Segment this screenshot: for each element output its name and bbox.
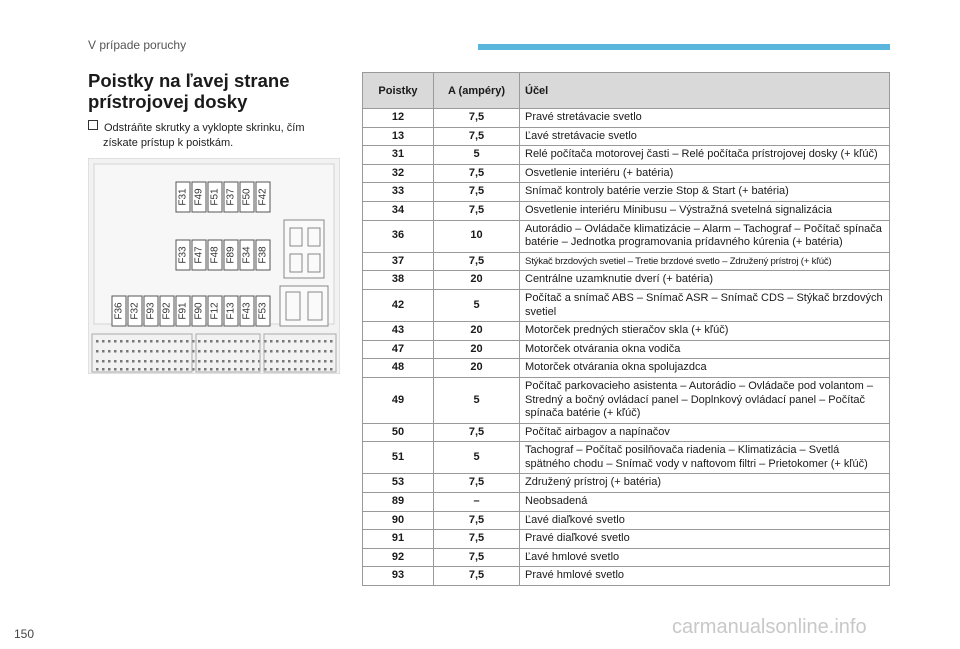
connector-pin [180,350,183,353]
table-row [363,252,890,271]
connector-pin [102,350,105,353]
connector-pin [252,340,255,343]
connector-pin [240,360,243,363]
connector-pin [162,340,165,343]
purpose-cell: Autorádio – Ovládače klimatizácie – Alarm – Tachograf – Počítač spínača batérie – Jednotka programovania prídavného kúrenia (+ batéria) [520,220,890,252]
fuse-number-cell: 92 [363,548,434,567]
amperage-cell: 7,5 [434,183,520,202]
connector-pin [120,350,123,353]
connector-pin [168,368,171,371]
amperage-cell: 10 [434,220,520,252]
connector-pin [300,350,303,353]
connector-pin [216,368,219,371]
connector-pin [246,350,249,353]
connector-pin [132,350,135,353]
table-row [363,423,890,442]
connector-pin [138,350,141,353]
table-header-row [363,73,890,109]
connector-pin [300,340,303,343]
chapter-title: V prípade poruchy [88,38,187,52]
table-row [363,146,890,165]
checkbox-bullet-icon [88,120,98,130]
connector-pin [180,340,183,343]
connector-pin [252,368,255,371]
connector-pin [204,368,207,371]
amperage-cell: 5 [434,377,520,423]
connector-pin [144,360,147,363]
connector-pin [324,368,327,371]
connector-pin [150,360,153,363]
fuse-label: F36 [113,302,125,320]
connector-pin [198,340,201,343]
connector-pin [108,368,111,371]
connector-pin [294,350,297,353]
connector-pin [120,368,123,371]
connector-pin [186,360,189,363]
section-title-line1: Poistky na ľavej strane [88,70,290,91]
purpose-cell: Združený prístroj (+ batéria) [520,474,890,493]
fuse-number-cell: 93 [363,567,434,586]
connector-pin [300,368,303,371]
fuse-number-cell: 49 [363,377,434,423]
connector-pin [234,340,237,343]
connector-pin [198,360,201,363]
connector-pin [198,350,201,353]
purpose-cell: Počítač airbagov a napínačov [520,423,890,442]
fusebox-diagram [88,158,340,374]
fuse-label: F31 [177,188,189,206]
amperage-cell: 7,5 [434,548,520,567]
table-row [363,127,890,146]
fuse-label: F47 [193,246,205,264]
connector-pin [144,368,147,371]
amperage-cell: 7,5 [434,423,520,442]
connector-pin [126,360,129,363]
connector-pin [102,368,105,371]
connector-pin [204,340,207,343]
connector-pin [300,360,303,363]
connector-pin [210,350,213,353]
connector-pin [294,360,297,363]
connector-pin [216,350,219,353]
connector-pin [318,360,321,363]
connector-pin [204,350,207,353]
connector-pin [114,360,117,363]
connector-pin [222,340,225,343]
amperage-cell: 5 [434,442,520,474]
purpose-cell: Tachograf – Počítač posilňovača riadenia – Klimatizácia – Svetlá spätného chodu – Snímač vody v naftovom filtri – Prietokomer (+ kľúč) [520,442,890,474]
fuse-label: F48 [209,246,221,264]
fuse-label: F51 [209,188,221,206]
connector-pin [180,368,183,371]
connector-pin [138,340,141,343]
connector-pin [270,340,273,343]
connector-pin [276,340,279,343]
fuse-number-cell: 38 [363,271,434,290]
fuse-label: F49 [193,188,205,206]
connector-pin [210,360,213,363]
connector-pin [186,368,189,371]
connector-pin [108,340,111,343]
connector-pin [144,340,147,343]
fuse-number-cell: 37 [363,252,434,271]
connector-pin [204,360,207,363]
table-row [363,201,890,220]
connector-pin [282,360,285,363]
connector-pin [312,368,315,371]
connector-pin [288,340,291,343]
amperage-cell: 7,5 [434,201,520,220]
section-title-line2: prístrojovej dosky [88,91,248,112]
connector-pin [294,368,297,371]
purpose-cell: Motorček predných stieračov skla (+ kľúč) [520,322,890,341]
purpose-cell: Pravé stretávacie svetlo [520,109,890,128]
connector-pin [180,360,183,363]
connector-pin [210,368,213,371]
fuse-label: F37 [225,188,237,206]
table-row [363,164,890,183]
fuse-label: F13 [225,302,237,320]
connector-pin [174,368,177,371]
table-row [363,289,890,321]
connector-pin [276,368,279,371]
amperage-cell: 7,5 [434,127,520,146]
connector-pin [102,340,105,343]
purpose-cell: Centrálne uzamknutie dverí (+ batéria) [520,271,890,290]
fuse-table [362,72,890,586]
connector-pin [324,360,327,363]
connector-pin [216,360,219,363]
connector-pin [228,350,231,353]
connector-pin [120,340,123,343]
connector-pin [144,350,147,353]
connector-pin [318,340,321,343]
purpose-cell: Pravé hmlové svetlo [520,567,890,586]
connector-pin [306,340,309,343]
connector-pin [210,340,213,343]
table-row [363,220,890,252]
fuse-number-cell: 48 [363,359,434,378]
connector-pin [312,340,315,343]
column-header-amperes: A (ampéry) [434,73,520,109]
connector-pin [102,360,105,363]
connector-pin [174,360,177,363]
connector-pin [330,368,333,371]
connector-pin [246,368,249,371]
connector-pin [156,368,159,371]
connector-pin [186,350,189,353]
connector-pin [252,360,255,363]
connector-pin [270,368,273,371]
table-row [363,493,890,512]
table-row [363,271,890,290]
connector-pin [276,350,279,353]
fuse-number-cell: 53 [363,474,434,493]
amperage-cell: 7,5 [434,109,520,128]
header-accent-bar [478,44,890,50]
amperage-cell: 5 [434,146,520,165]
table-row [363,530,890,549]
connector-pin [330,340,333,343]
connector-pin [234,368,237,371]
fuse-number-cell: 13 [363,127,434,146]
connector-pin [234,350,237,353]
connector-pin [156,340,159,343]
purpose-cell: Ľavé hmlové svetlo [520,548,890,567]
fuse-number-cell: 89 [363,493,434,512]
amperage-cell: 5 [434,289,520,321]
connector-pin [312,350,315,353]
fuse-label: F90 [193,302,205,320]
fuse-label: F89 [225,246,237,264]
page-number: 150 [14,627,35,641]
amperage-cell: 7,5 [434,530,520,549]
fuse-number-cell: 36 [363,220,434,252]
fuse-number-cell: 43 [363,322,434,341]
fuse-number-cell: 12 [363,109,434,128]
relay-slots [280,220,328,326]
connector-pin [252,350,255,353]
fuse-number-cell: 91 [363,530,434,549]
connector-pin [120,360,123,363]
fuse-number-cell: 47 [363,340,434,359]
amperage-cell: – [434,493,520,512]
connector-pin [174,340,177,343]
fuse-number-cell: 34 [363,201,434,220]
fuse-label: F12 [209,302,221,320]
connector-pin [294,340,297,343]
connector-pin [108,360,111,363]
connector-pin [108,350,111,353]
connector-pin [318,368,321,371]
connector-pin [156,350,159,353]
fuse-label: F91 [177,302,189,320]
connector-pin [282,368,285,371]
amperage-cell: 20 [434,340,520,359]
connector-pin [222,368,225,371]
table-row [363,183,890,202]
purpose-cell: Počítač parkovacieho asistenta – Autorádio – Ovládače pod volantom – Stredný a bočný ovládací panel – Doplnkový ovládací panel – Počítač spínača batérie (+ kľúč) [520,377,890,423]
table-row [363,322,890,341]
connector-pin [138,368,141,371]
purpose-cell: Neobsadená [520,493,890,512]
amperage-cell: 20 [434,322,520,341]
connector-pin [330,360,333,363]
instruction-line2: získate prístup k poistkám. [103,137,234,149]
purpose-cell: Osvetlenie interiéru Minibusu – Výstražná svetelná signalizácia [520,201,890,220]
connector-pin [288,368,291,371]
amperage-cell: 20 [434,359,520,378]
fuse-label: F50 [241,188,253,206]
table-row [363,548,890,567]
table-row [363,109,890,128]
fuse-number-cell: 32 [363,164,434,183]
fuse-label: F33 [177,246,189,264]
purpose-cell: Stýkač brzdových svetiel – Tretie brzdové svetlo – Združený prístroj (+ kľúč) [520,252,890,271]
section-title [88,70,350,112]
fuse-label: F93 [145,302,157,320]
connector-pin [150,350,153,353]
connector-pin [228,368,231,371]
connector-pin [330,350,333,353]
connector-pin [156,360,159,363]
watermark: carmanualsonline.info [672,616,867,638]
purpose-cell: Motorček otvárania okna spolujazdca [520,359,890,378]
connector-pin [306,350,309,353]
fuse-label: F42 [257,188,269,206]
connector-pin [114,368,117,371]
connector-pin [132,340,135,343]
connector-pin [96,360,99,363]
column-header-fuse: Poistky [363,73,434,109]
table-row [363,377,890,423]
table-row [363,567,890,586]
table-row [363,474,890,493]
fuse-number-cell: 90 [363,511,434,530]
connector-pin [270,350,273,353]
fuse-number-cell: 33 [363,183,434,202]
connector-pin [162,360,165,363]
purpose-cell: Relé počítača motorovej časti – Relé počítača prístrojovej dosky (+ kľúč) [520,146,890,165]
connector-pin [198,368,201,371]
connector-pin [162,350,165,353]
amperage-cell: 7,5 [434,164,520,183]
connector-pin [96,368,99,371]
connector-pin [96,340,99,343]
purpose-cell: Osvetlenie interiéru (+ batéria) [520,164,890,183]
connector-pin [126,350,129,353]
connector-pin [324,340,327,343]
connector-pin [150,340,153,343]
connector-pin [312,360,315,363]
connector-pin [324,350,327,353]
connector-pin [96,350,99,353]
table-row [363,340,890,359]
connector-pin [222,350,225,353]
table-row [363,511,890,530]
table-body [363,109,890,586]
connector-pin [186,340,189,343]
connector-pin [288,360,291,363]
amperage-cell: 7,5 [434,474,520,493]
connector-pin [138,360,141,363]
fuse-label: F34 [241,246,253,264]
connector-pin [216,340,219,343]
purpose-cell: Počítač a snímač ABS – Snímač ASR – Snímač CDS – Stýkač brzdových svetiel [520,289,890,321]
connector-pin [282,340,285,343]
purpose-cell: Ľavé diaľkové svetlo [520,511,890,530]
fuse-number-cell: 42 [363,289,434,321]
connector-pin [270,360,273,363]
connector-pin [114,340,117,343]
connector-pin [234,360,237,363]
column-header-purpose: Účel [520,73,890,109]
connector-pin [150,368,153,371]
connector-pin [168,350,171,353]
purpose-cell: Pravé diaľkové svetlo [520,530,890,549]
connector-pin [132,360,135,363]
fuse-number-cell: 51 [363,442,434,474]
instruction-line1: Odstráňte skrutky a vyklopte skrinku, čím [104,122,305,134]
connector-pin [228,340,231,343]
table-row [363,359,890,378]
fuse-number-cell: 31 [363,146,434,165]
connector-pin [126,340,129,343]
fuse-label: F32 [129,302,141,320]
connector-pin [240,350,243,353]
purpose-cell: Motorček otvárania okna vodiča [520,340,890,359]
connector-pin [168,340,171,343]
connector-pin [306,368,309,371]
connector-pin [246,340,249,343]
connector-pin [168,360,171,363]
connector-pin [276,360,279,363]
fuse-label: F92 [161,302,173,320]
amperage-cell: 7,5 [434,567,520,586]
connector-pin [288,350,291,353]
amperage-cell: 7,5 [434,252,520,271]
connector-pin [114,350,117,353]
connector-pin [240,368,243,371]
connector-pin [162,368,165,371]
purpose-cell: Ľavé stretávacie svetlo [520,127,890,146]
connector-pin [306,360,309,363]
amperage-cell: 20 [434,271,520,290]
connector-pin [318,350,321,353]
connector-pin [240,340,243,343]
fuse-label: F38 [257,246,269,264]
connector-pin [132,368,135,371]
fuse-number-cell: 50 [363,423,434,442]
connector-pin [246,360,249,363]
connector-pin [222,360,225,363]
fuse-label: F43 [241,302,253,320]
connector-pin [174,350,177,353]
table-row [363,442,890,474]
fuse-label: F53 [257,302,269,320]
purpose-cell: Snímač kontroly batérie verzie Stop & Start (+ batéria) [520,183,890,202]
connector-pin [282,350,285,353]
instruction-text [88,120,338,151]
connector-pin [228,360,231,363]
amperage-cell: 7,5 [434,511,520,530]
connector-pin [126,368,129,371]
